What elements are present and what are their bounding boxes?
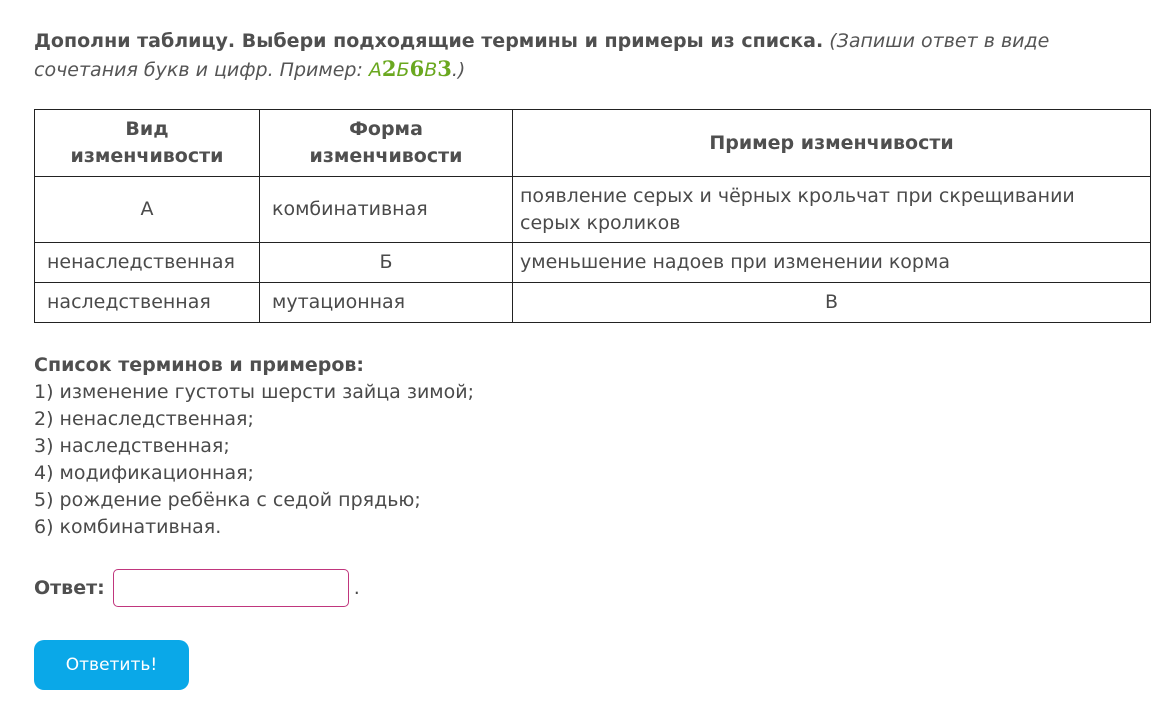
cell-example: уменьшение надоев при изменении корма: [513, 243, 1151, 283]
cell-example: появление серых и чёрных крольчат при скрещивании серых кроликов: [513, 177, 1151, 243]
example-letter-a: А: [368, 59, 382, 81]
list-item: 4) модификационная;: [34, 462, 254, 484]
table-row: [35, 283, 1151, 323]
submit-answer-button[interactable]: Ответить!: [34, 640, 189, 690]
cell-type: ненаследственная: [35, 243, 260, 283]
task-instructions: [34, 28, 1144, 84]
list-item: 1) изменение густоты шерсти зайца зимой;: [34, 381, 475, 403]
list-item: 5) рождение ребёнка с седой прядью;: [34, 489, 421, 511]
task-hint-end: .): [451, 59, 466, 81]
terms-list: [34, 352, 474, 541]
list-item: 6) комбинативная.: [34, 516, 222, 538]
list-item: 3) наследственная;: [34, 435, 230, 457]
terms-list-title: Список терминов и примеров:: [34, 354, 365, 376]
answer-example: [368, 56, 452, 81]
header-example: Пример изменчивости: [513, 110, 1151, 177]
cell-form: Б: [260, 243, 513, 283]
answer-label: Ответ:: [34, 577, 105, 599]
answer-trailing-dot: .: [353, 577, 360, 599]
list-item: 2) ненаследственная;: [34, 408, 254, 430]
header-type: Вид изменчивости: [35, 110, 260, 177]
answer-input[interactable]: [113, 569, 349, 607]
example-letter-v: В: [424, 59, 438, 81]
cell-form: мутационная: [260, 283, 513, 323]
task-hint-text: (Запиши ответ в виде сочетания букв и цифр. Пример:: [34, 30, 1050, 81]
table-row: [35, 243, 1151, 283]
variability-table: [34, 109, 1151, 323]
cell-form: комбинативная: [260, 177, 513, 243]
table-row: [35, 177, 1151, 243]
cell-example: В: [513, 283, 1151, 323]
example-digit-3: 3: [437, 56, 452, 81]
table-header-row: [35, 110, 1151, 177]
cell-type: наследственная: [35, 283, 260, 323]
task-lead: Дополни таблицу. Выбери подходящие термины и примеры из списка.: [34, 30, 824, 52]
header-form: Форма изменчивости: [260, 110, 513, 177]
example-letter-b: Б: [396, 59, 410, 81]
example-digit-6: 6: [409, 56, 425, 81]
answer-row: [34, 567, 360, 609]
cell-type: А: [35, 177, 260, 243]
example-digit-2: 2: [381, 56, 397, 81]
